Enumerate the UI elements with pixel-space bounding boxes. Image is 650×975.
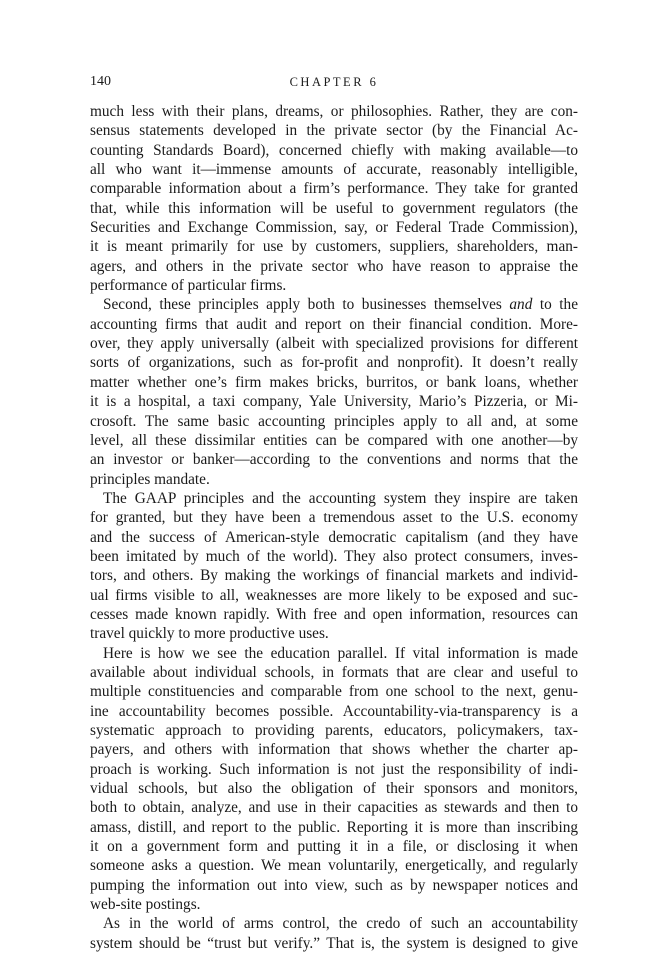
text-line: [90, 876, 578, 895]
text-line-content: cesses made known rapidly. With free and open information, resources can: [90, 605, 578, 623]
text-line: [90, 837, 578, 856]
text-line: [90, 605, 578, 624]
text-line-content: performance of particular firms.: [90, 277, 287, 295]
text-line: [90, 257, 578, 276]
text-line: [90, 914, 578, 933]
text-line: [90, 392, 578, 411]
text-line: [90, 934, 578, 953]
text-line: [90, 431, 578, 450]
text-line-content: it is meant primarily for use by customers, suppliers, shareholders, man-: [90, 238, 578, 256]
text-line-content: Securities and Exchange Commission, say, or Federal Trade Commission),: [90, 219, 578, 237]
running-head: [90, 72, 578, 92]
text-line: [90, 798, 578, 817]
text-line-content: pumping the information out into view, such as by newspaper notices and: [90, 876, 578, 894]
text-line-content: sorts of organizations, such as for-profit and nonprofit). It doesn’t really: [90, 354, 578, 372]
text-line-continuation: to the: [532, 296, 578, 314]
text-line-content: level, all these dissimilar entities can be compared with one another—by: [90, 431, 578, 449]
text-line: [90, 470, 578, 489]
text-line-content: both to obtain, analyze, and use in their capacities as stewards and then to: [90, 799, 578, 817]
text-line-content: comparable information about a firm’s performance. They take for granted: [90, 180, 578, 198]
text-line: [90, 295, 578, 314]
text-line-content: As in the world of arms control, the credo of such an accountability: [103, 915, 578, 933]
page-number: 140: [90, 74, 111, 89]
text-line: [90, 237, 578, 256]
text-line-content: matter whether one’s firm makes bricks, burritos, or bank loans, whether: [90, 373, 578, 391]
text-line: [90, 644, 578, 663]
text-line: [90, 412, 578, 431]
text-line: [90, 160, 578, 179]
text-line-content: an investor or banker—according to the conventions and norms that the: [90, 451, 578, 469]
text-line-content: all who want it—immense amounts of accurate, reasonably intelligible,: [90, 161, 578, 179]
text-line: [90, 199, 578, 218]
text-line: [90, 740, 578, 759]
text-line-content: it is a hospital, a taxi company, Yale University, Mario’s Pizzeria, or Mi-: [90, 393, 578, 411]
text-line: [90, 528, 578, 547]
text-line-content: web-site postings.: [90, 896, 201, 914]
body-text: [90, 102, 578, 953]
text-line-content: ine accountability becomes possible. Accountability-via-transparency is a: [90, 702, 578, 720]
text-line-content: tors, and others. By making the workings of financial markets and individ-: [90, 567, 578, 585]
text-line: [90, 663, 578, 682]
text-line: [90, 508, 578, 527]
text-line-content: The GAAP principles and the accounting system they inspire are taken: [103, 489, 578, 507]
text-line: [90, 682, 578, 701]
text-line: [90, 760, 578, 779]
text-line: [90, 566, 578, 585]
text-line-content: that, while this information will be useful to government regulators (the: [90, 199, 578, 217]
text-line-content: much less with their plans, dreams, or philosophies. Rather, they are con-: [90, 103, 578, 120]
text-line-content: systematic approach to providing parents, educators, policymakers, tax-: [90, 722, 578, 739]
text-line: [90, 353, 578, 372]
text-line-content: system should be “trust but verify.” That is, the system is designed to give: [90, 934, 578, 952]
text-line: [90, 818, 578, 837]
text-line-content: over, they apply universally (albeit with specialized provisions for different: [90, 335, 578, 353]
chapter-heading: CHAPTER 6: [289, 75, 379, 89]
text-line-content: Here is how we see the education parallel. If vital information is made: [103, 644, 578, 662]
text-line-content: principles mandate.: [90, 470, 210, 488]
text-line: [90, 218, 578, 237]
text-line: [90, 179, 578, 198]
text-line-content: available about individual schools, in formats that are clear and useful to: [90, 663, 578, 681]
text-line: [90, 121, 578, 140]
text-line-content: proach is working. Such information is not just the responsibility of indi-: [90, 760, 578, 778]
text-line: [90, 856, 578, 875]
text-line: [90, 102, 578, 121]
text-line: [90, 141, 578, 160]
text-line: [90, 721, 578, 740]
text-line-content: travel quickly to more productive uses.: [90, 625, 329, 643]
text-line: [90, 547, 578, 566]
text-line-content: amass, distill, and report to the public. Reporting it is more than inscribing: [90, 818, 578, 836]
text-line-content: counting Standards Board), concerned chiefly with making available—to: [90, 141, 578, 159]
text-line: [90, 624, 578, 643]
text-line-content: vidual schools, but also the obligation of their sponsors and monitors,: [90, 780, 578, 798]
text-line-content: accounting firms that audit and report on their financial condition. More-: [90, 315, 578, 333]
text-line-content: sensus statements developed in the private sector (by the Financial Ac-: [90, 122, 578, 140]
text-line: [90, 334, 578, 353]
text-line: [90, 895, 578, 914]
text-line-content: multiple constituencies and comparable from one school to the next, genu-: [90, 683, 578, 701]
text-line-content: Second, these principles apply both to businesses themselves: [103, 296, 510, 314]
text-line: [90, 702, 578, 721]
text-line-content: been imitated by much of the world). They also protect consumers, inves-: [90, 547, 578, 565]
text-line: [90, 779, 578, 798]
text-line: [90, 373, 578, 392]
text-line-content: someone asks a question. We mean voluntarily, energetically, and regularly: [90, 857, 578, 875]
text-line: [90, 315, 578, 334]
text-line-content: and the success of American-style democratic capitalism (and they have: [90, 528, 578, 546]
text-line-content: it on a government form and putting it in a file, or disclosing it when: [90, 838, 578, 856]
text-line: [90, 586, 578, 605]
text-line-content: payers, and others with information that shows whether the charter ap-: [90, 741, 578, 759]
text-line-content: agers, and others in the private sector who have reason to appraise the: [90, 257, 578, 275]
text-line-content: for granted, but they have been a tremendous asset to the U.S. economy: [90, 509, 578, 527]
text-line: [90, 276, 578, 295]
text-line-content: crosoft. The same basic accounting principles apply to all and, at some: [90, 412, 578, 430]
text-line: [90, 489, 578, 508]
text-line: [90, 450, 578, 469]
text-line-content: ual firms visible to all, weaknesses are more likely to be exposed and suc-: [90, 586, 578, 604]
emphasis-word: and: [509, 296, 533, 314]
